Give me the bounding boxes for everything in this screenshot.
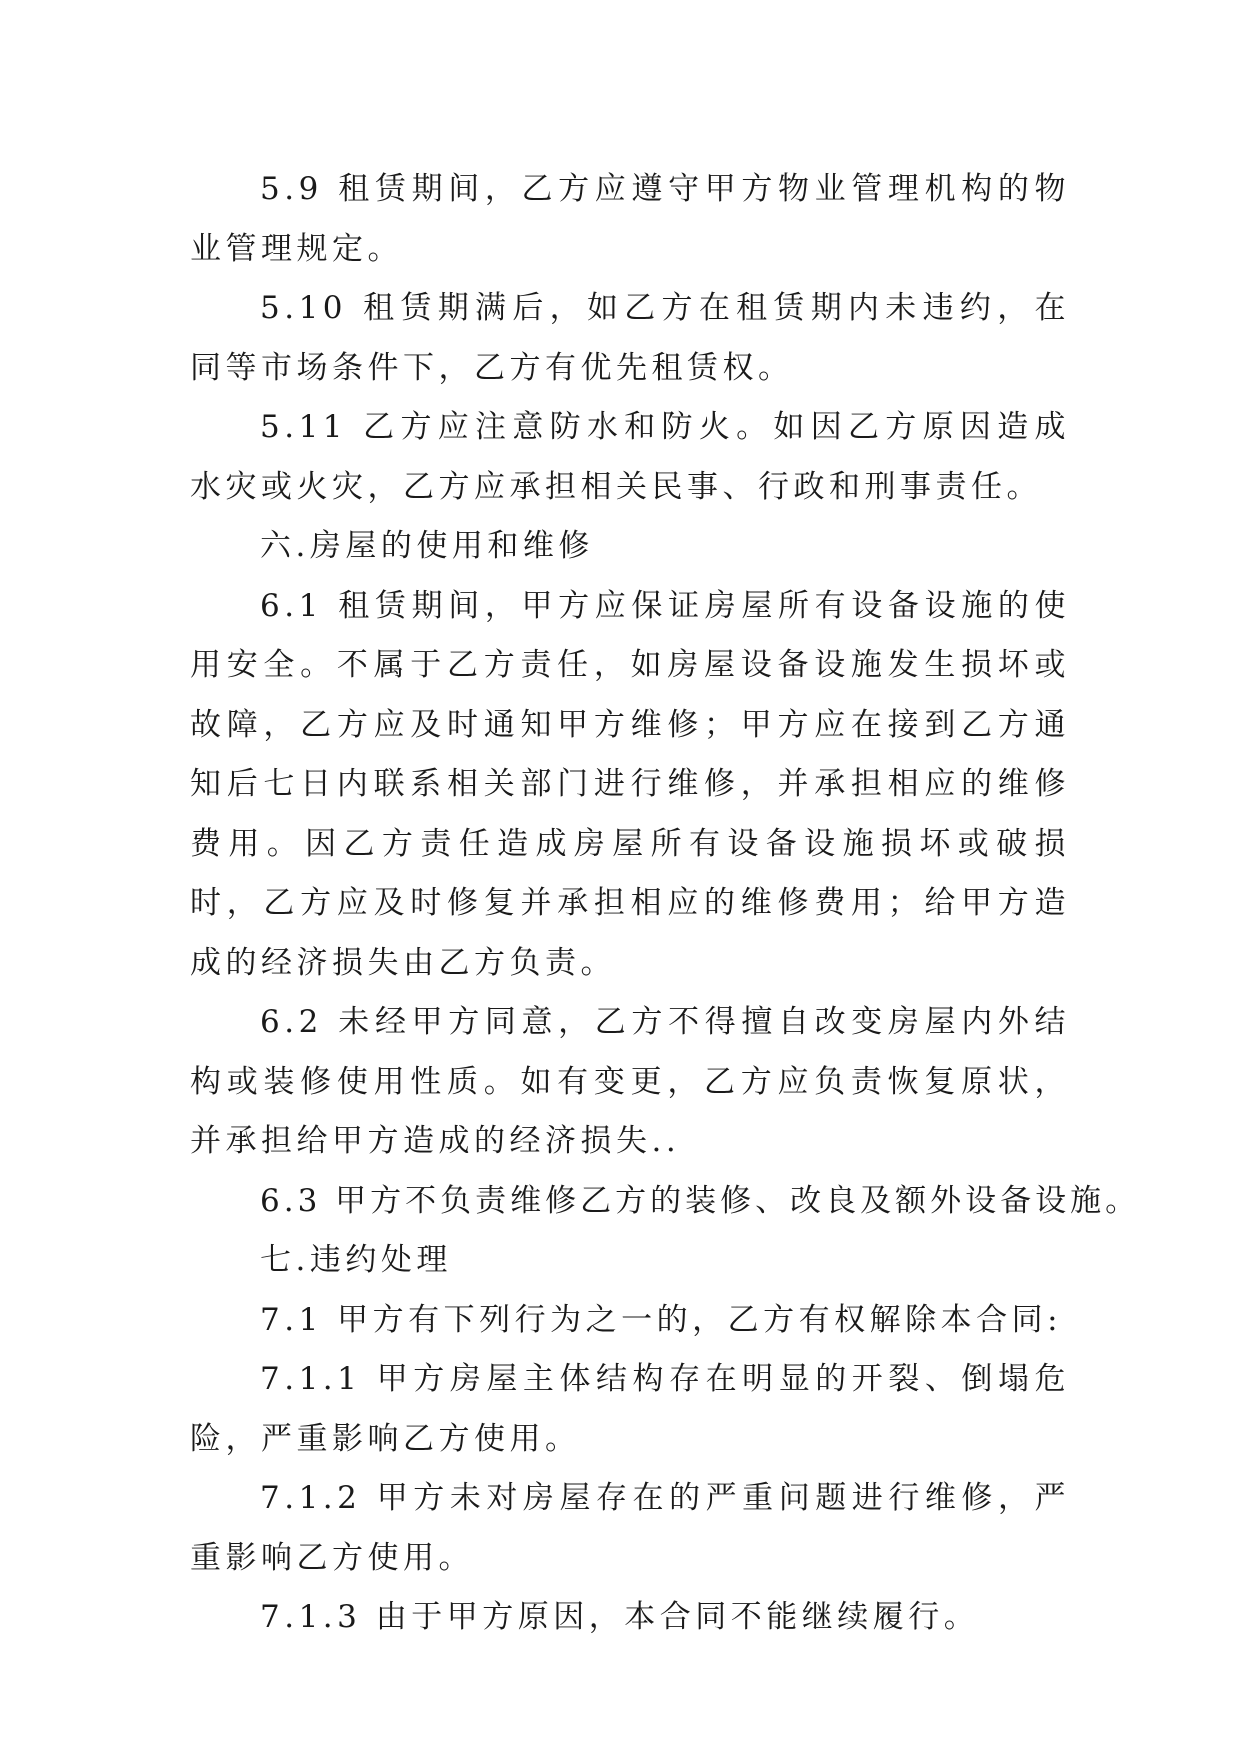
clause-5-10: 5.10 租赁期满后，如乙方在租赁期内未违约，在同等市场条件下，乙方有优先租赁权。 [190, 290, 1070, 386]
clause-5-11: 5.11 乙方应注意防水和防火。如因乙方原因造成水灾或火灾，乙方应承担相关民事、行政和刑事责任。 [190, 409, 1070, 505]
clause-6-2: 6.2 未经甲方同意，乙方不得擅自改变房屋内外结构或装修使用性质。如有变更，乙方应负责恢复原状，并承担给甲方造成的经济损失.. [190, 1004, 1070, 1159]
clause-7-1-1: 7.1.1 甲方房屋主体结构存在明显的开裂、倒塌危险，严重影响乙方使用。 [190, 1361, 1070, 1457]
clause-7-1: 7.1 甲方有下列行为之一的，乙方有权解除本合同: [260, 1301, 1063, 1338]
clause-5-9: 5.9 租赁期间，乙方应遵守甲方物业管理机构的物业管理规定。 [190, 171, 1070, 267]
document-body [190, 160, 1141, 1648]
section-heading-6: 六.房屋的使用和维修 [260, 528, 594, 564]
clause-7-1-2: 7.1.2 甲方未对房屋存在的严重问题进行维修，严重影响乙方使用。 [190, 1480, 1070, 1576]
clause-7-1-3: 7.1.3 由于甲方原因，本合同不能继续履行。 [260, 1599, 980, 1635]
clause-6-3: 6.3 甲方不负责维修乙方的装修、改良及额外设备设施。 [260, 1182, 1141, 1219]
section-heading-7: 七.违约处理 [260, 1242, 452, 1278]
clause-6-1: 6.1 租赁期间，甲方应保证房屋所有设备设施的使用安全。不属于乙方责任，如房屋设备设施发生损坏或故障，乙方应及时通知甲方维修；甲方应在接到乙方通知后七日内联系相关部门进行维修，并承担相应的维修费用。因乙方责任造成房屋所有设备设施损坏或破损时，乙方应及时修复并承担相应的维修费用；给甲方造成的经济损失由乙方负责。 [190, 587, 1070, 981]
